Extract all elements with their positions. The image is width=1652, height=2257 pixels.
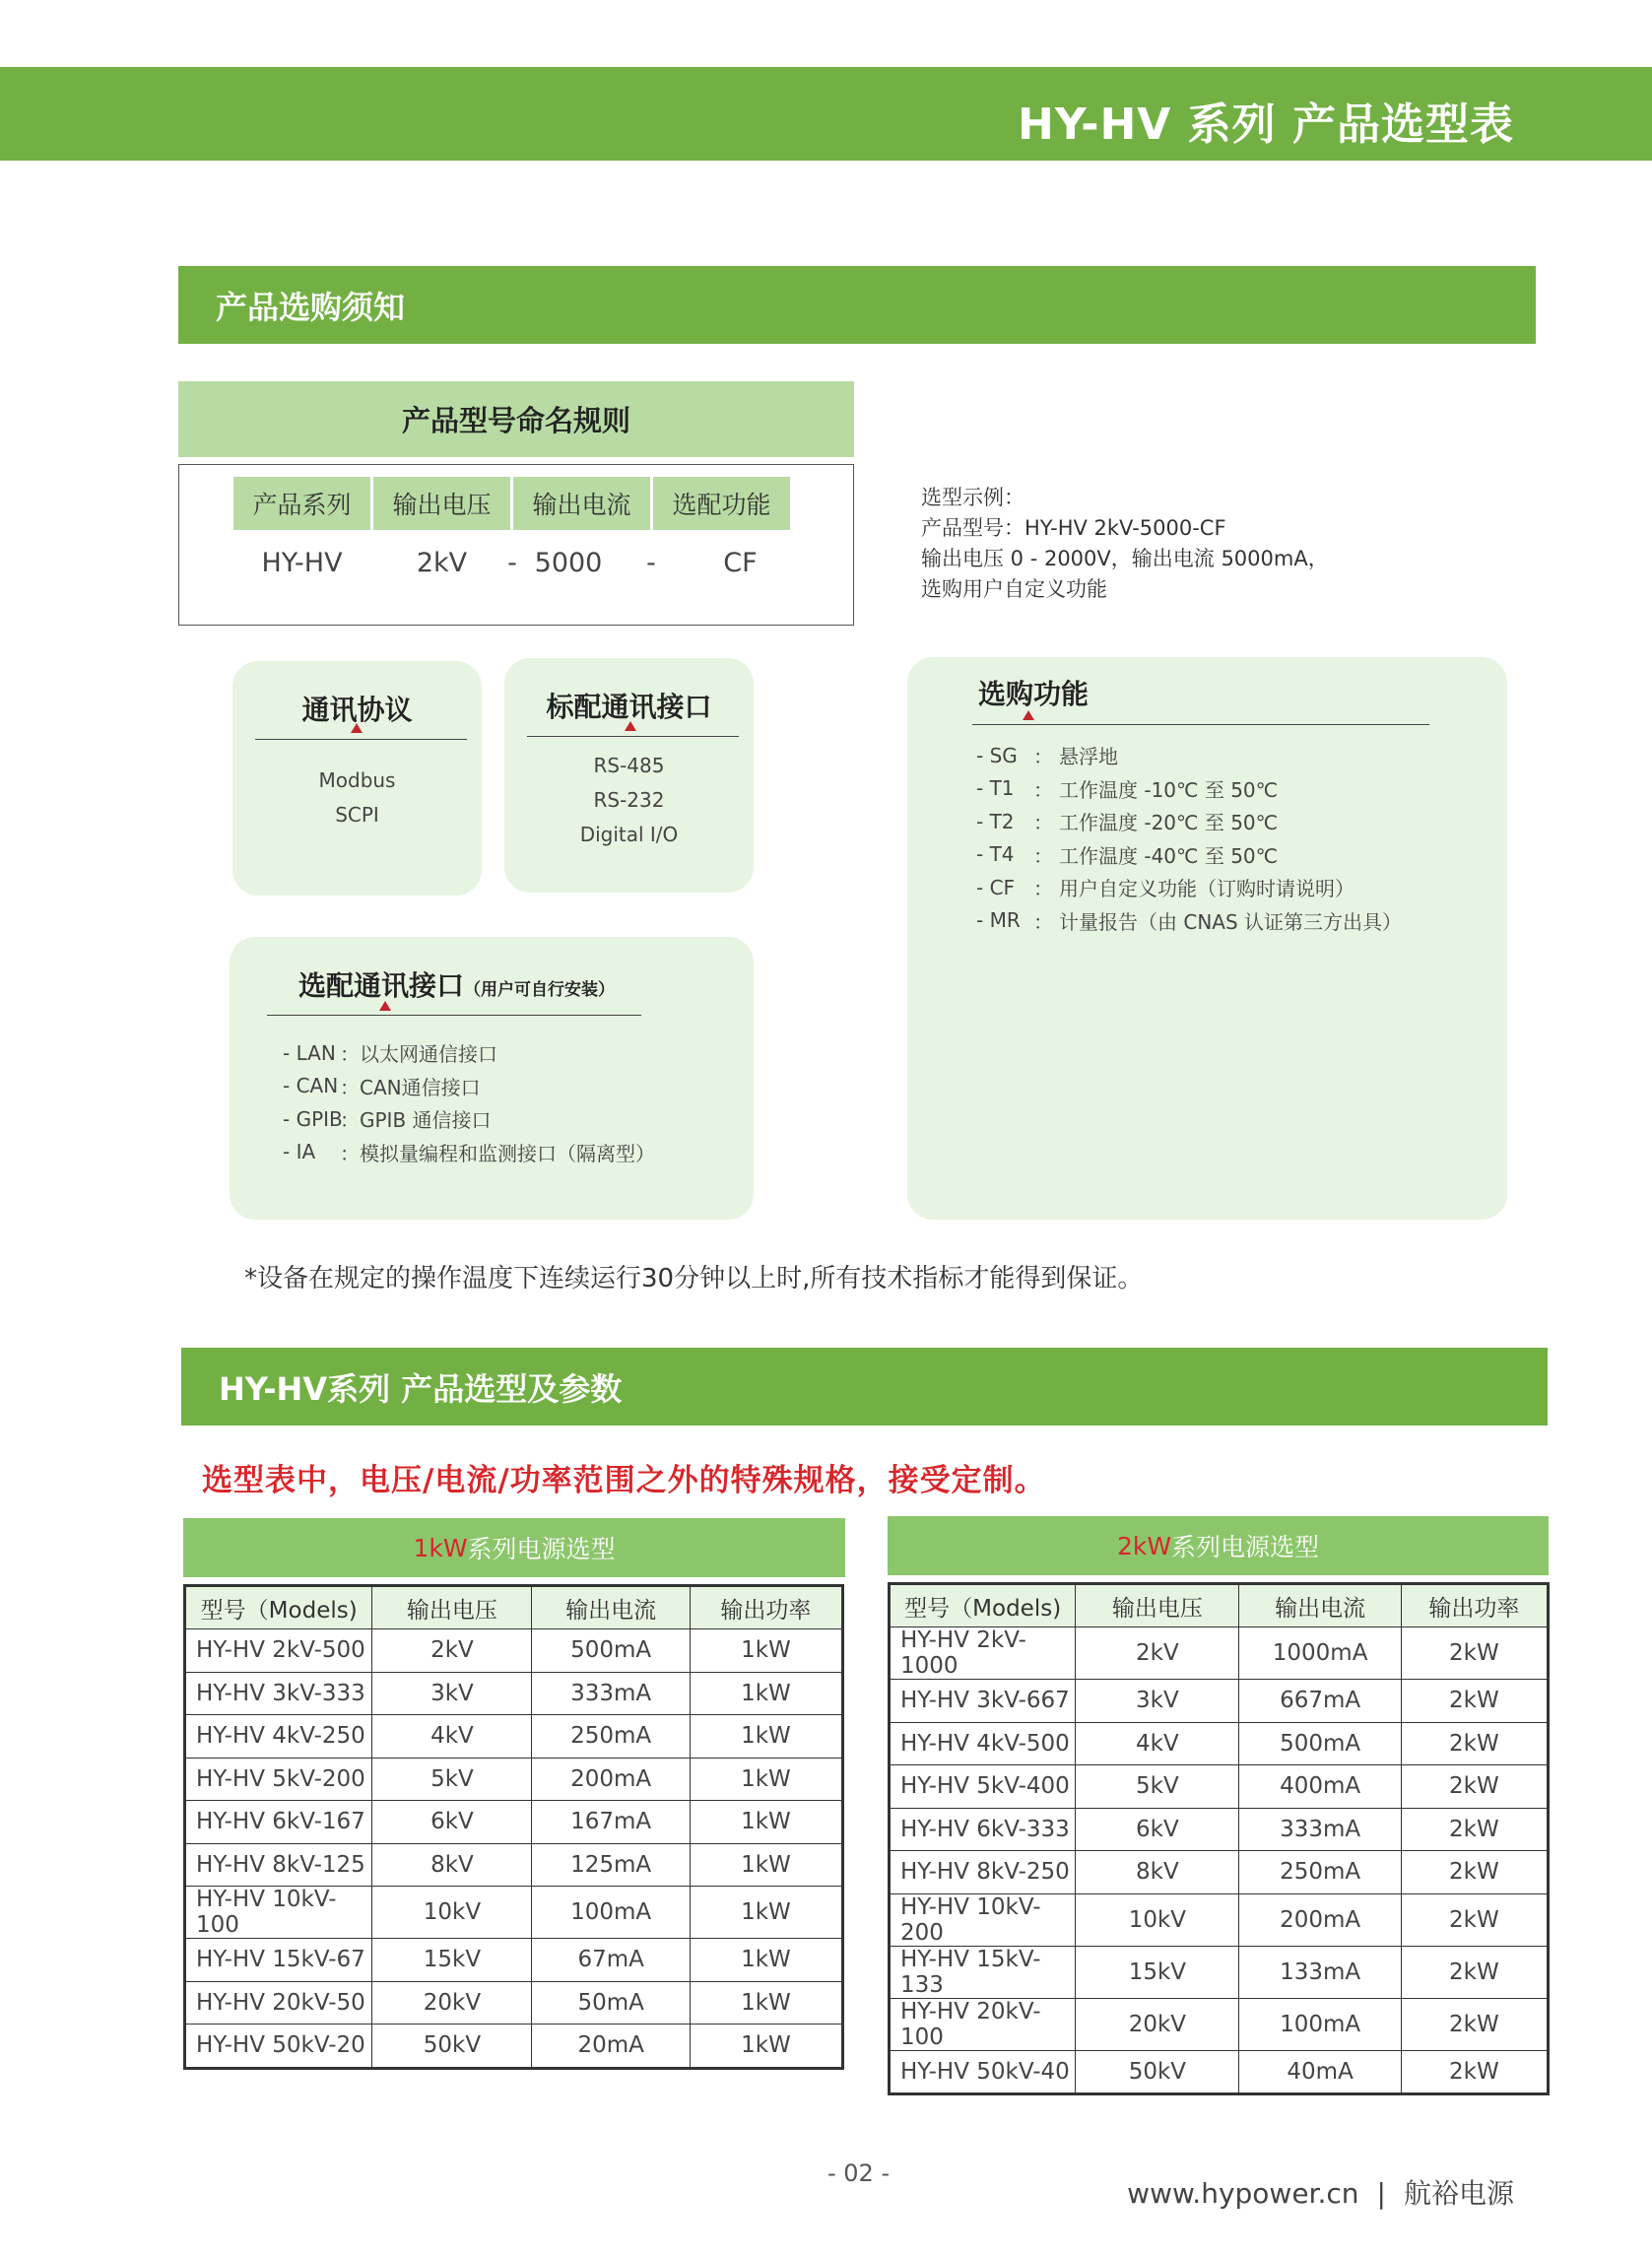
list-item <box>976 739 1402 772</box>
current-cell: 333mA <box>532 1672 690 1715</box>
power-cell: 1kW <box>690 1939 842 1982</box>
table-row <box>185 1801 843 1844</box>
item-code: - T1 <box>976 776 1015 801</box>
item-desc: 以太网通信接口 <box>360 1042 497 1067</box>
optional-interface-title-text: 选配通讯接口 <box>298 969 465 1002</box>
example-line: 输出电压 0 - 2000V，输出电流 5000mA， <box>921 547 1329 570</box>
voltage-cell: 15kV <box>1076 1946 1239 1998</box>
power-cell: 1kW <box>690 2025 842 2069</box>
voltage-cell: 3kV <box>372 1672 532 1715</box>
triangle-marker-icon <box>351 723 363 733</box>
item-code: - IA <box>283 1140 316 1164</box>
example-line: 选购用户自定义功能 <box>921 577 1107 601</box>
model-cell: HY-HV 3kV-333 <box>185 1672 372 1715</box>
list-item <box>976 772 1402 806</box>
protocol-card <box>232 661 482 896</box>
divider <box>255 739 467 740</box>
voltage-cell: 20kV <box>1076 1998 1239 2050</box>
brand-name: 航裕电源 <box>1403 2177 1514 2210</box>
example-line: 产品型号：HY-HV 2kV-5000-CF <box>921 516 1226 540</box>
item-code: - T2 <box>976 809 1015 833</box>
current-cell: 67mA <box>532 1939 690 1982</box>
naming-rules-header <box>178 381 854 457</box>
voltage-cell: 5kV <box>1076 1765 1239 1809</box>
power-cell: 1kW <box>690 1715 842 1759</box>
header-banner <box>0 67 1652 161</box>
voltage-cell: 6kV <box>1076 1808 1239 1851</box>
item-code: - MR <box>976 908 1021 933</box>
table-1kw <box>183 1584 844 2070</box>
voltage-cell: 8kV <box>372 1843 532 1887</box>
divider <box>267 1015 641 1016</box>
table-row <box>890 1627 1549 1680</box>
column-header: 型号（Models) <box>185 1586 372 1629</box>
current-cell: 500mA <box>1239 1722 1401 1765</box>
naming-dash: - <box>507 547 517 578</box>
triangle-marker-icon <box>1023 710 1034 720</box>
power-cell: 2kW <box>1401 1680 1548 1723</box>
item-desc: 模拟量编程和监测接口（隔离型） <box>360 1141 655 1165</box>
power-cell: 2kW <box>1401 1998 1548 2050</box>
naming-column-option: 选配功能 <box>653 477 790 530</box>
website-link[interactable]: www.hypower.cn <box>1127 2177 1359 2210</box>
column-header: 型号（Models) <box>890 1584 1076 1627</box>
protocol-item: Modbus <box>318 768 396 792</box>
power-cell: 2kW <box>1401 1851 1548 1894</box>
item-sep: ： <box>1033 745 1053 769</box>
page-number: - 02 - <box>827 2159 891 2187</box>
triangle-marker-icon <box>379 1001 391 1011</box>
divider <box>527 736 739 737</box>
voltage-cell: 10kV <box>372 1887 532 1939</box>
naming-rules-title: 产品型号命名规则 <box>401 404 630 437</box>
table-row <box>185 1715 843 1759</box>
model-cell: HY-HV 15kV-67 <box>185 1939 372 1982</box>
table-row <box>185 1843 843 1887</box>
triangle-marker-icon <box>625 721 636 731</box>
table-row <box>185 1981 843 2025</box>
model-cell: HY-HV 2kV-1000 <box>890 1627 1076 1680</box>
item-code: - T4 <box>976 842 1015 867</box>
item-sep: ： <box>1033 909 1053 934</box>
column-header: 输出功率 <box>690 1586 842 1629</box>
table-title: 系列电源选型 <box>467 1535 616 1563</box>
table-row <box>890 1680 1549 1723</box>
table-2kw-header <box>888 1516 1549 1575</box>
column-header: 输出电流 <box>1239 1584 1401 1627</box>
power-cell: 1kW <box>690 1629 842 1673</box>
item-desc: 计量报告（由 CNAS 认证第三方出具） <box>1059 909 1403 934</box>
voltage-cell: 4kV <box>1076 1722 1239 1765</box>
current-cell: 333mA <box>1239 1808 1401 1851</box>
section-bar-selection-params <box>181 1348 1548 1426</box>
current-cell: 250mA <box>532 1715 690 1759</box>
purchase-features-card <box>907 657 1507 1220</box>
power-cell: 1kW <box>690 1672 842 1715</box>
table-row <box>890 1808 1549 1851</box>
item-sep: ： <box>340 1141 360 1165</box>
item-desc: 用户自定义功能（订购时请说明） <box>1059 877 1355 901</box>
table-row <box>185 1672 843 1715</box>
standard-interface-card <box>504 658 754 893</box>
model-cell: HY-HV 8kV-250 <box>890 1851 1076 1894</box>
table-title: 系列电源选型 <box>1171 1533 1320 1561</box>
protocol-item: SCPI <box>335 803 379 827</box>
footer-site <box>1127 2172 1514 2212</box>
power-cell: 2kW <box>1401 1722 1548 1765</box>
current-cell: 40mA <box>1239 2050 1401 2094</box>
purchase-features-list <box>976 739 1402 937</box>
voltage-cell: 2kV <box>372 1629 532 1673</box>
item-code: - CAN <box>283 1074 339 1098</box>
column-header: 输出电压 <box>372 1586 532 1629</box>
naming-value-option: CF <box>723 547 758 578</box>
table-row <box>890 1946 1549 1998</box>
current-cell: 133mA <box>1239 1946 1401 1998</box>
column-header: 输出电压 <box>1076 1584 1239 1627</box>
table-row <box>185 1758 843 1801</box>
section-title: HY-HV系列 产品选型及参数 <box>219 1369 623 1408</box>
naming-rules-box <box>178 464 854 626</box>
item-sep: ： <box>1033 877 1053 901</box>
protocol-title: 通讯协议 <box>301 694 413 726</box>
power-cell: 2kW <box>1401 1765 1548 1809</box>
table-2kw <box>888 1582 1550 2095</box>
voltage-cell: 2kV <box>1076 1627 1239 1680</box>
power-cell: 2kW <box>1401 1808 1548 1851</box>
naming-dash: - <box>646 547 656 578</box>
model-cell: HY-HV 50kV-20 <box>185 2025 372 2069</box>
item-sep: ： <box>340 1108 360 1133</box>
item-desc: GPIB 通信接口 <box>360 1108 492 1133</box>
optional-interface-title <box>298 964 615 1004</box>
column-header: 输出功率 <box>1401 1584 1548 1627</box>
table-header-row <box>890 1584 1549 1627</box>
purchase-features-title: 选购功能 <box>978 678 1090 710</box>
power-cell: 2kW <box>1401 1946 1548 1998</box>
table-title-accent: 2kW <box>1116 1531 1172 1560</box>
table-row <box>185 1939 843 1982</box>
current-cell: 250mA <box>1239 1851 1401 1894</box>
model-cell: HY-HV 5kV-200 <box>185 1758 372 1801</box>
standard-interface-item: RS-232 <box>593 788 665 812</box>
voltage-cell: 6kV <box>372 1801 532 1844</box>
current-cell: 200mA <box>532 1758 690 1801</box>
standard-interface-item: Digital I/O <box>579 823 679 846</box>
table-row <box>890 1998 1549 2050</box>
item-sep: ： <box>1033 777 1053 802</box>
item-sep: ： <box>340 1042 360 1067</box>
selection-example <box>921 483 1414 605</box>
model-cell: HY-HV 50kV-40 <box>890 2050 1076 2094</box>
model-cell: HY-HV 20kV-50 <box>185 1981 372 2025</box>
table-row <box>890 1765 1549 1809</box>
item-sep: ： <box>340 1075 360 1099</box>
naming-column-series: 产品系列 <box>233 477 370 530</box>
table-row <box>890 1851 1549 1894</box>
list-item <box>283 1102 655 1136</box>
standard-interface-title: 标配通讯接口 <box>546 691 712 723</box>
current-cell: 200mA <box>1239 1893 1401 1946</box>
table-row <box>185 1887 843 1939</box>
section-bar-purchase-notes <box>178 266 1536 344</box>
section-title: 产品选购须知 <box>216 288 406 326</box>
model-cell: HY-HV 20kV-100 <box>890 1998 1076 2050</box>
list-item <box>283 1136 655 1169</box>
current-cell: 50mA <box>532 1981 690 2025</box>
current-cell: 167mA <box>532 1801 690 1844</box>
table-title-accent: 1kW <box>413 1533 468 1562</box>
table-row <box>185 2025 843 2069</box>
item-code: - GPIB <box>283 1106 343 1131</box>
voltage-cell: 20kV <box>372 1981 532 2025</box>
list-item <box>283 1070 655 1103</box>
column-header: 输出电流 <box>532 1586 690 1629</box>
current-cell: 20mA <box>532 2025 690 2069</box>
naming-value-series: HY-HV <box>261 547 343 578</box>
item-code: - CF <box>976 875 1016 899</box>
list-item <box>976 904 1402 938</box>
voltage-cell: 4kV <box>372 1715 532 1759</box>
item-code: - SG <box>976 743 1018 767</box>
list-item <box>976 838 1402 872</box>
model-cell: HY-HV 6kV-167 <box>185 1801 372 1844</box>
naming-column-voltage: 输出电压 <box>373 477 510 530</box>
naming-column-current: 输出电流 <box>513 477 650 530</box>
model-cell: HY-HV 10kV-200 <box>890 1893 1076 1946</box>
example-line: 选型示例： <box>921 486 1024 509</box>
item-desc: 工作温度 -10℃ 至 50℃ <box>1059 777 1279 802</box>
power-cell: 1kW <box>690 1801 842 1844</box>
power-cell: 2kW <box>1401 1627 1548 1680</box>
model-cell: HY-HV 6kV-333 <box>890 1808 1076 1851</box>
model-cell: HY-HV 4kV-500 <box>890 1722 1076 1765</box>
divider <box>972 724 1429 725</box>
operating-note: *设备在规定的操作温度下连续运行30分钟以上时,所有技术指标才能得到保证。 <box>244 1264 1144 1294</box>
voltage-cell: 5kV <box>372 1758 532 1801</box>
protocol-list <box>232 763 482 832</box>
item-desc: 工作温度 -40℃ 至 50℃ <box>1059 843 1279 868</box>
current-cell: 667mA <box>1239 1680 1401 1723</box>
current-cell: 400mA <box>1239 1765 1401 1809</box>
voltage-cell: 3kV <box>1076 1680 1239 1723</box>
optional-interface-card <box>230 937 754 1220</box>
list-item <box>283 1036 655 1070</box>
list-item <box>976 871 1402 904</box>
item-sep: ： <box>1033 843 1053 868</box>
current-cell: 500mA <box>532 1629 690 1673</box>
voltage-cell: 50kV <box>1076 2050 1239 2094</box>
custom-spec-note: 选型表中，电压/电流/功率范围之外的特殊规格，接受定制。 <box>202 1463 1046 1498</box>
table-row <box>890 1893 1549 1946</box>
naming-value-voltage: 2kV <box>416 547 468 578</box>
power-cell: 2kW <box>1401 1893 1548 1946</box>
voltage-cell: 8kV <box>1076 1851 1239 1894</box>
item-desc: 悬浮地 <box>1059 745 1118 769</box>
item-code: - LAN <box>283 1040 336 1065</box>
item-sep: ： <box>1033 811 1053 835</box>
table-row <box>185 1629 843 1673</box>
current-cell: 125mA <box>532 1843 690 1887</box>
optional-interface-list <box>283 1036 655 1168</box>
model-cell: HY-HV 15kV-133 <box>890 1946 1076 1998</box>
power-cell: 1kW <box>690 1887 842 1939</box>
power-cell: 1kW <box>690 1758 842 1801</box>
current-cell: 1000mA <box>1239 1627 1401 1680</box>
model-cell: HY-HV 3kV-667 <box>890 1680 1076 1723</box>
power-cell: 1kW <box>690 1843 842 1887</box>
footer-separator: | <box>1376 2177 1386 2210</box>
voltage-cell: 50kV <box>372 2025 532 2069</box>
naming-value-current: 5000 <box>534 547 603 578</box>
standard-interface-list <box>504 749 754 852</box>
model-cell: HY-HV 8kV-125 <box>185 1843 372 1887</box>
voltage-cell: 15kV <box>372 1939 532 1982</box>
model-cell: HY-HV 4kV-250 <box>185 1715 372 1759</box>
table-row <box>890 1722 1549 1765</box>
power-cell: 2kW <box>1401 2050 1548 2094</box>
item-desc: CAN通信接口 <box>360 1075 481 1099</box>
model-cell: HY-HV 2kV-500 <box>185 1629 372 1673</box>
current-cell: 100mA <box>532 1887 690 1939</box>
page-title: HY-HV 系列 产品选型表 <box>1018 100 1514 150</box>
optional-interface-subtitle: （用户可自行安装） <box>464 980 616 1000</box>
standard-interface-item: RS-485 <box>593 754 665 777</box>
table-header-row <box>185 1586 843 1629</box>
model-cell: HY-HV 5kV-400 <box>890 1765 1076 1809</box>
model-cell: HY-HV 10kV-100 <box>185 1887 372 1939</box>
table-1kw-header <box>183 1518 845 1577</box>
table-row <box>890 2050 1549 2094</box>
voltage-cell: 10kV <box>1076 1893 1239 1946</box>
current-cell: 100mA <box>1239 1998 1401 2050</box>
item-desc: 工作温度 -20℃ 至 50℃ <box>1059 811 1279 835</box>
power-cell: 1kW <box>690 1981 842 2025</box>
list-item <box>976 805 1402 838</box>
